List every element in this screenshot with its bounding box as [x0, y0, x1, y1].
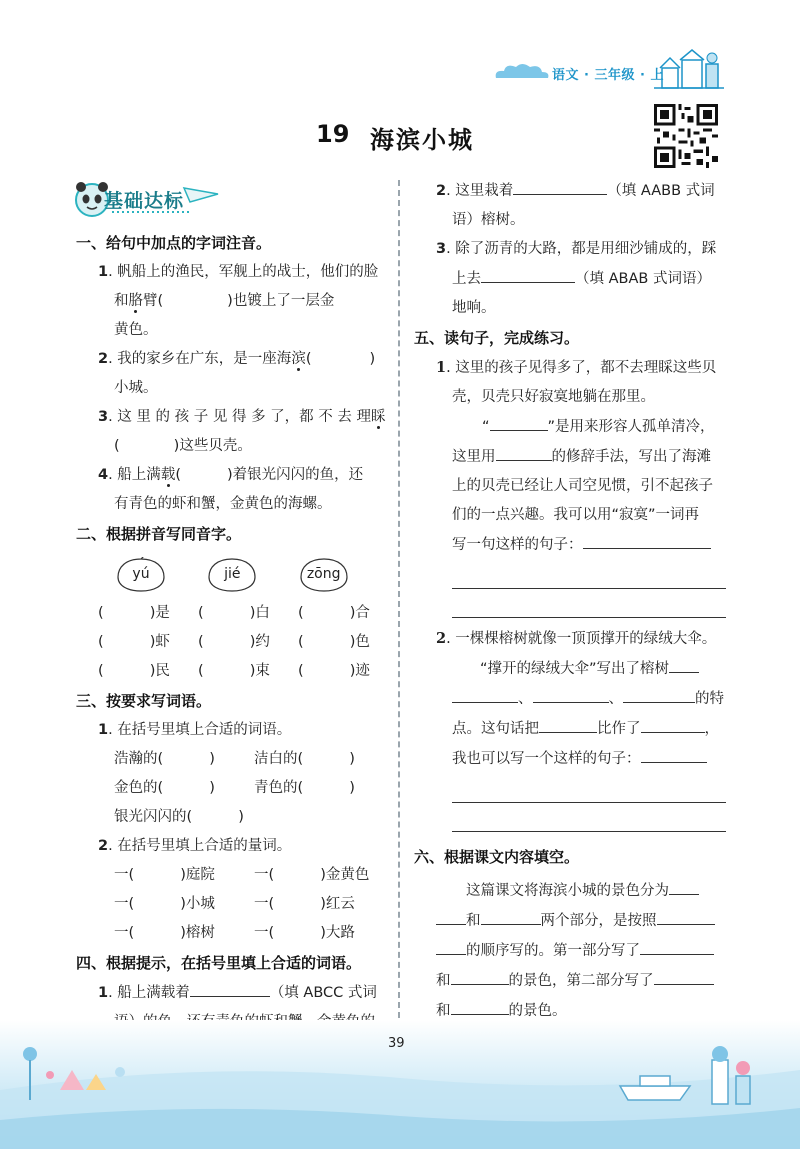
s4-q2: 2. 这里栽着 （填 AABB 式词 — [414, 176, 726, 206]
s4-q3: 3. 除了沥青的大路，都是用细沙铺成的，踩 — [436, 241, 717, 257]
answer-line[interactable] — [583, 530, 711, 549]
answer-line[interactable] — [669, 876, 699, 895]
lesson-number: 19 — [316, 120, 350, 148]
answer-line[interactable] — [190, 978, 270, 997]
s5-q1: 1. 这里的孩子见得多了，都不去理睬这些贝 — [436, 359, 717, 376]
section-1-heading: 一、给句中加点的字词注音。 — [76, 234, 272, 252]
homophone-cell[interactable]: ( )白 — [198, 605, 270, 621]
adjective-grid — [76, 745, 388, 832]
town-decoration-icon — [654, 46, 724, 90]
pinyin-bubble: jié — [205, 557, 259, 593]
homophone-cell[interactable]: ( )迹 — [298, 663, 370, 679]
right-column: 2. 这里栽着 （填 AABB 式词 语）榕树。 3. 除了沥青的大路，都是用细沙铺成的，踩 上去 （填 ABAB 式词语） 地响。 五、读句子，完成练习。 1. 这里的孩子见得多了，都不去理睬这些贝 壳，贝壳只好寂寞地躺在那里。 “ ”是用来形容人孤单清冷， 这里用 的修辞手法，写出了海滩 上的贝壳已经让人司空见惯，引不起孩子 们的一点兴趣。我可以用“寂寞”一词再 写一句这样的句子： 2. 一棵棵榕树就像一顶顶撑开的绿绒大伞。 “撑开的绿绒大伞”写出了榕树 、 、 的特 点。这句话把 比作了 ， 我也可以写一个这样的句子： 六、根据课文内容填空。 这篇课文将海滨小城的景色分为 和 两个部分，是按照 的顺序写的。第一部分写了 和 的景色，第二部分写了 和 的景色。 — [414, 176, 726, 1026]
homophone-cell[interactable]: ( )民 — [98, 663, 170, 679]
dotted-char: 胳 — [128, 293, 143, 309]
dotted-char: 载 — [160, 467, 176, 483]
s1-q3: 3. 这 里 的 孩 子 见 得 多 了，都 不 去 理睬 — [98, 409, 386, 425]
s1-q2: 2. 我的家乡在广东，是一座海滨( ) — [98, 351, 376, 367]
homophone-cell[interactable]: ( )虾 — [98, 634, 170, 650]
answer-line[interactable] — [452, 560, 726, 589]
s1-q1: 1. 帆船上的渔民，军舰上的战士，他们的脸 — [98, 264, 379, 280]
measure-blank[interactable]: 一( )大路 — [254, 925, 355, 941]
answer-line[interactable] — [481, 264, 575, 283]
left-column: 一、给句中加点的字词注音。 1. 帆船上的渔民，军舰上的战士，他们的脸 和胳臂( )也镀上了一层金 黄色。 2. 我的家乡在广东，是一座海滨( ) 小城。 3. 这 里 的 孩 子 见 得 多 了，都 不 去 理睬 ( )这些贝壳。 4. 船上满载( )着银光闪闪的鱼，还 有青色的虾和蟹，金黄色的海螺。 二、根据拼音写同音字。 yú jié zōng ( )是 ( )白 ( )合 ( )虾 ( )约 ( )色 ( )民 ( )束 ( )迹 三、按要求写词语。 1. 在括号里填上合适的词语。 浩瀚的( ) 洁白的( ) 金色的( ) 青色的( ) 银光闪闪的( ) 2. 在括号里填上合适的量词。 一( )庭院 一( )金黄色 一( )小城 一( )红云 一( )榕树 一( )大路 四、根据提示，在括号里填上合适的词语。 1. 船上满载着 （填 ABCC 式词 — [76, 228, 388, 1066]
answer-line[interactable] — [452, 684, 518, 703]
section-6-heading: 六、根据课文内容填空。 — [414, 848, 580, 866]
homophone-cell[interactable]: ( )色 — [298, 634, 370, 650]
answer-line[interactable] — [539, 714, 597, 733]
measure-blank[interactable]: 一( )庭院 — [114, 867, 215, 883]
section-3-heading: 三、按要求写词语。 — [76, 692, 212, 710]
answer-line[interactable] — [436, 936, 466, 955]
pinyin-bubble: zōng — [297, 557, 351, 593]
page-number: 39 — [388, 1036, 405, 1051]
dotted-char: 睬 — [371, 409, 386, 425]
measure-blank[interactable]: 一( )小城 — [114, 896, 215, 912]
answer-line[interactable] — [496, 442, 552, 461]
section-4-heading: 四、根据提示，在括号里填上合适的词语。 — [76, 954, 362, 972]
homophone-grid — [76, 599, 388, 686]
pinyin-bubble: yú — [114, 557, 168, 593]
subject-grade-label: 语文 · 三年级 · 上 — [552, 68, 664, 83]
word-blank[interactable]: 浩瀚的( ) — [114, 751, 215, 767]
homophone-cell[interactable]: ( )是 — [98, 605, 170, 621]
answer-line[interactable] — [452, 803, 726, 832]
answer-line[interactable] — [654, 966, 714, 985]
section-5-heading: 五、读句子，完成练习。 — [414, 329, 580, 347]
answer-line[interactable] — [451, 996, 509, 1015]
word-blank[interactable]: 银光闪闪的( ) — [114, 809, 244, 825]
answer-line[interactable] — [669, 654, 699, 673]
s5-q2: 2. 一棵棵榕树就像一顶顶撑开的绿绒大伞。 — [436, 630, 717, 647]
homophone-cell[interactable]: ( )约 — [198, 634, 270, 650]
measure-blank[interactable]: 一( )红云 — [254, 896, 355, 912]
word-blank[interactable]: 青色的( ) — [254, 780, 355, 796]
measure-blank[interactable]: 一( )金黄色 — [254, 867, 370, 883]
homophone-cell[interactable]: ( )束 — [198, 663, 270, 679]
measure-word-grid — [76, 861, 388, 948]
answer-line[interactable] — [641, 744, 707, 763]
word-blank[interactable]: 金色的( ) — [114, 780, 215, 796]
word-blank[interactable]: 洁白的( ) — [254, 751, 355, 767]
answer-line[interactable] — [533, 684, 609, 703]
cloud-decoration-icon — [492, 60, 552, 82]
measure-blank[interactable]: 一( )榕树 — [114, 925, 215, 941]
answer-line[interactable] — [657, 906, 715, 925]
section-2-heading: 二、根据拼音写同音字。 — [76, 525, 242, 543]
qr-code-icon[interactable] — [654, 104, 718, 168]
answer-line[interactable] — [640, 936, 714, 955]
answer-line[interactable] — [452, 774, 726, 803]
dotted-char: 滨 — [291, 351, 306, 367]
answer-line[interactable] — [452, 589, 726, 618]
s4-q1: 1. 船上满载着 （填 ABCC 式词 — [76, 978, 388, 1008]
answer-line[interactable] — [623, 684, 695, 703]
s1-q4: 4. 船上满载( )着银光闪闪的鱼，还 — [98, 467, 364, 483]
answer-line[interactable] — [436, 906, 466, 925]
homophone-cell[interactable]: ( )合 — [298, 605, 370, 621]
lesson-title: 海滨小城 — [370, 126, 474, 154]
answer-line[interactable] — [490, 412, 548, 431]
answer-line[interactable] — [451, 966, 509, 985]
pinyin-row — [76, 555, 388, 595]
answer-line[interactable] — [481, 906, 541, 925]
answer-line[interactable] — [641, 714, 705, 733]
answer-line[interactable] — [513, 176, 607, 195]
basic-goal-badge-label: 基础达标 — [104, 190, 185, 212]
